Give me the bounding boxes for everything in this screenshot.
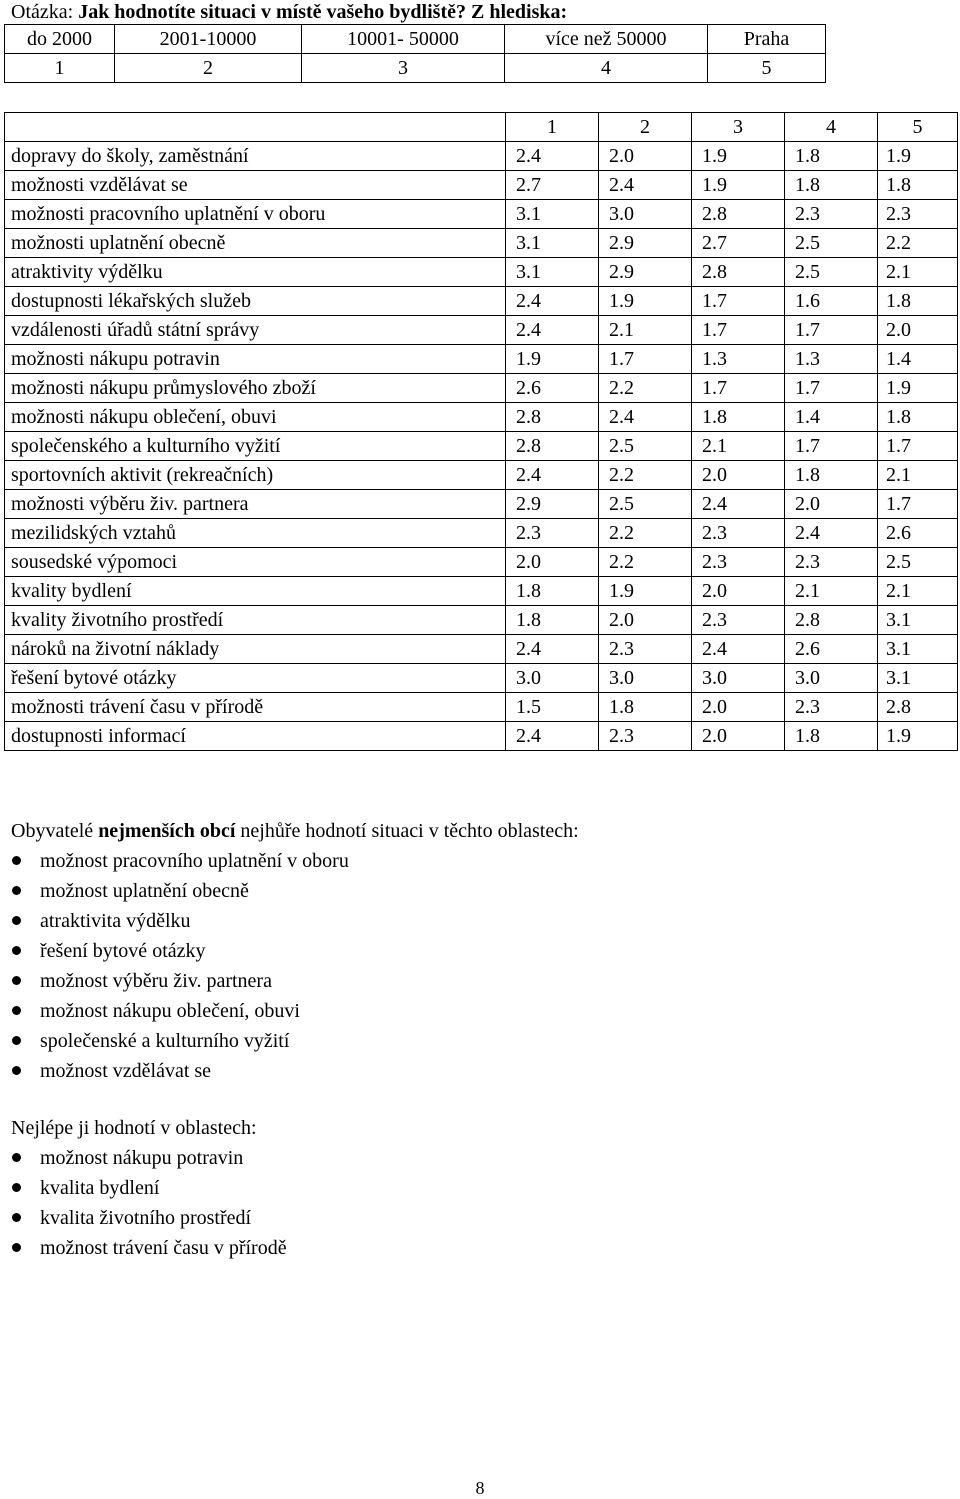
list-item — [0, 1203, 287, 1233]
rating-cell: 1.8 — [506, 577, 599, 606]
rating-cell: 2.9 — [506, 490, 599, 519]
rating-cell: 3.1 — [506, 258, 599, 287]
rating-cell: 1.4 — [785, 403, 878, 432]
list-item-text: možnost nákupu oblečení, obuvi — [40, 1000, 300, 1022]
row-label: mezilidských vztahů — [5, 519, 506, 548]
rating-cell: 1.8 — [785, 461, 878, 490]
rating-cell: 1.8 — [878, 287, 958, 316]
rating-cell: 2.4 — [506, 316, 599, 345]
legend-code: 1 — [5, 54, 115, 83]
row-label: možnosti nákupu průmyslového zboží — [5, 374, 506, 403]
row-label: kvality životního prostředí — [5, 606, 506, 635]
table-row — [5, 548, 958, 577]
table-row — [5, 171, 958, 200]
rating-cell: 2.1 — [692, 432, 785, 461]
rating-cell: 1.8 — [506, 606, 599, 635]
header-empty-cell — [5, 113, 506, 142]
rating-cell: 1.8 — [785, 722, 878, 751]
rating-cell: 1.4 — [878, 345, 958, 374]
rating-cell: 1.8 — [878, 171, 958, 200]
rating-cell: 1.3 — [785, 345, 878, 374]
table-row — [5, 664, 958, 693]
rating-cell: 2.4 — [506, 287, 599, 316]
rating-cell: 2.0 — [599, 142, 692, 171]
rating-cell: 2.1 — [878, 258, 958, 287]
rating-cell: 2.4 — [785, 519, 878, 548]
rating-cell: 1.9 — [692, 171, 785, 200]
rating-cell: 2.4 — [692, 635, 785, 664]
legend-category: 10001- 50000 — [302, 25, 505, 54]
list-item-text: kvalita bydlení — [40, 1177, 160, 1199]
size-category-legend — [4, 24, 826, 83]
table-row — [5, 432, 958, 461]
rating-cell: 2.1 — [878, 577, 958, 606]
rating-cell: 3.0 — [506, 664, 599, 693]
worst-areas-list — [0, 846, 349, 1086]
rating-cell: 2.8 — [692, 200, 785, 229]
rating-cell: 2.8 — [506, 432, 599, 461]
rating-cell: 2.0 — [878, 316, 958, 345]
legend-code: 2 — [115, 54, 302, 83]
table-row — [5, 316, 958, 345]
rating-cell: 3.0 — [692, 664, 785, 693]
row-label: možnosti výběru živ. partnera — [5, 490, 506, 519]
list-item-text: možnost trávení času v přírodě — [40, 1237, 287, 1259]
table-row — [5, 519, 958, 548]
rating-cell: 2.0 — [692, 693, 785, 722]
best-intro: Nejlépe ji hodnotí v oblastech: — [11, 1117, 257, 1139]
rating-cell: 2.6 — [878, 519, 958, 548]
rating-cell: 2.4 — [506, 142, 599, 171]
rating-cell: 2.5 — [599, 490, 692, 519]
rating-cell: 2.2 — [599, 374, 692, 403]
rating-cell: 1.7 — [785, 432, 878, 461]
question-prefix: Otázka: — [11, 1, 79, 23]
rating-cell: 2.3 — [506, 519, 599, 548]
rating-cell: 1.8 — [785, 142, 878, 171]
list-item-text: atraktivita výdělku — [40, 910, 191, 932]
list-item-text: možnost nákupu potravin — [40, 1147, 244, 1169]
table-row — [5, 345, 958, 374]
list-item — [0, 936, 349, 966]
rating-cell: 2.8 — [506, 403, 599, 432]
rating-cell: 1.7 — [692, 374, 785, 403]
table-row — [5, 577, 958, 606]
rating-cell: 1.6 — [785, 287, 878, 316]
rating-cell: 2.6 — [785, 635, 878, 664]
question-text: Jak hodnotíte situaci v místě vašeho bydliště? Z hlediska: — [78, 1, 568, 23]
legend-category: 2001-10000 — [115, 25, 302, 54]
legend-categories-row — [5, 25, 826, 54]
table-header-row — [5, 113, 958, 142]
rating-cell: 2.4 — [506, 461, 599, 490]
bullet-icon — [12, 1006, 21, 1015]
rating-cell: 2.6 — [506, 374, 599, 403]
rating-cell: 2.3 — [692, 548, 785, 577]
row-label: možnosti vzdělávat se — [5, 171, 506, 200]
list-item-text: možnost pracovního uplatnění v oboru — [40, 850, 349, 872]
row-label: možnosti trávení času v přírodě — [5, 693, 506, 722]
bullet-icon — [12, 1213, 21, 1222]
table-row — [5, 606, 958, 635]
rating-cell: 2.9 — [599, 229, 692, 258]
rating-cell: 3.0 — [785, 664, 878, 693]
rating-cell: 2.9 — [599, 258, 692, 287]
list-item-text: možnost uplatnění obecně — [40, 880, 249, 902]
rating-cell: 1.7 — [878, 490, 958, 519]
rating-cell: 2.3 — [692, 606, 785, 635]
rating-cell: 2.2 — [599, 519, 692, 548]
rating-cell: 2.4 — [599, 403, 692, 432]
legend-category: do 2000 — [5, 25, 115, 54]
list-item-text: kvalita životního prostředí — [40, 1207, 252, 1229]
rating-cell: 3.1 — [878, 664, 958, 693]
rating-cell: 2.3 — [599, 722, 692, 751]
row-label: sousedské výpomoci — [5, 548, 506, 577]
rating-cell: 2.7 — [506, 171, 599, 200]
worst-intro-before: Obyvatelé — [11, 820, 99, 842]
table-row — [5, 722, 958, 751]
rating-cell: 2.5 — [599, 432, 692, 461]
rating-cell: 2.0 — [692, 722, 785, 751]
row-label: společenského a kulturního vyžití — [5, 432, 506, 461]
bullet-icon — [12, 976, 21, 985]
rating-cell: 1.9 — [506, 345, 599, 374]
page-number: 8 — [475, 1478, 485, 1498]
rating-cell: 2.4 — [692, 490, 785, 519]
bullet-icon — [12, 856, 21, 865]
bullet-icon — [12, 946, 21, 955]
ratings-table — [4, 112, 958, 751]
rating-cell: 2.5 — [878, 548, 958, 577]
row-label: vzdálenosti úřadů státní správy — [5, 316, 506, 345]
rating-cell: 1.8 — [692, 403, 785, 432]
rating-cell: 1.7 — [692, 316, 785, 345]
rating-cell: 1.5 — [506, 693, 599, 722]
bullet-icon — [12, 1243, 21, 1252]
list-item — [0, 1173, 287, 1203]
rating-cell: 3.1 — [506, 229, 599, 258]
table-row — [5, 287, 958, 316]
bullet-icon — [12, 916, 21, 925]
table-row — [5, 229, 958, 258]
row-label: nároků na životní náklady — [5, 635, 506, 664]
list-item-text: možnost vzdělávat se — [40, 1060, 212, 1082]
rating-cell: 3.1 — [506, 200, 599, 229]
column-header: 3 — [692, 113, 785, 142]
rating-cell: 1.8 — [599, 693, 692, 722]
row-label: dopravy do školy, zaměstnání — [5, 142, 506, 171]
list-item-text: řešení bytové otázky — [40, 940, 206, 962]
list-item — [0, 996, 349, 1026]
row-label: kvality bydlení — [5, 577, 506, 606]
rating-cell: 2.0 — [785, 490, 878, 519]
rating-cell: 2.3 — [785, 693, 878, 722]
rating-cell: 1.9 — [599, 577, 692, 606]
rating-cell: 1.3 — [692, 345, 785, 374]
rating-cell: 2.4 — [506, 635, 599, 664]
row-label: možnosti nákupu potravin — [5, 345, 506, 374]
table-row — [5, 403, 958, 432]
table-row — [5, 490, 958, 519]
list-item — [0, 906, 349, 936]
table-row — [5, 374, 958, 403]
row-label: řešení bytové otázky — [5, 664, 506, 693]
list-item — [0, 1056, 349, 1086]
column-header: 5 — [878, 113, 958, 142]
rating-cell: 1.9 — [878, 722, 958, 751]
row-label: atraktivity výdělku — [5, 258, 506, 287]
rating-cell: 1.9 — [692, 142, 785, 171]
column-header: 4 — [785, 113, 878, 142]
table-row — [5, 142, 958, 171]
rating-cell: 2.8 — [692, 258, 785, 287]
list-item — [0, 876, 349, 906]
list-item-text: společenské a kulturního vyžití — [40, 1030, 290, 1052]
rating-cell: 2.5 — [785, 258, 878, 287]
column-header: 2 — [599, 113, 692, 142]
rating-cell: 2.8 — [878, 693, 958, 722]
rating-cell: 2.2 — [599, 461, 692, 490]
worst-intro-bold: nejmenších obcí — [98, 820, 236, 842]
rating-cell: 2.3 — [785, 200, 878, 229]
rating-cell: 1.8 — [785, 171, 878, 200]
rating-cell: 2.4 — [506, 722, 599, 751]
list-item — [0, 966, 349, 996]
table-row — [5, 200, 958, 229]
legend-code: 4 — [505, 54, 708, 83]
bullet-icon — [12, 1066, 21, 1075]
rating-cell: 3.0 — [599, 200, 692, 229]
table-row — [5, 693, 958, 722]
rating-cell: 2.1 — [599, 316, 692, 345]
rating-cell: 2.0 — [599, 606, 692, 635]
worst-intro-after: nejhůře hodnotí situaci v těchto oblastech: — [235, 820, 579, 842]
rating-cell: 2.3 — [785, 548, 878, 577]
list-item — [0, 1233, 287, 1263]
rating-cell: 2.0 — [692, 461, 785, 490]
list-item — [0, 846, 349, 876]
rating-cell: 1.9 — [599, 287, 692, 316]
row-label: možnosti pracovního uplatnění v oboru — [5, 200, 506, 229]
bullet-icon — [12, 1036, 21, 1045]
list-item-text: možnost výběru živ. partnera — [40, 970, 272, 992]
rating-cell: 2.7 — [692, 229, 785, 258]
column-header: 1 — [506, 113, 599, 142]
legend-code: 3 — [302, 54, 505, 83]
row-label: dostupnosti lékařských služeb — [5, 287, 506, 316]
rating-cell: 1.9 — [878, 142, 958, 171]
rating-cell: 3.1 — [878, 606, 958, 635]
rating-cell: 2.5 — [785, 229, 878, 258]
rating-cell: 1.9 — [878, 374, 958, 403]
legend-code: 5 — [708, 54, 826, 83]
rating-cell: 2.4 — [599, 171, 692, 200]
table-row — [5, 258, 958, 287]
table-row — [5, 461, 958, 490]
rating-cell: 2.2 — [878, 229, 958, 258]
rating-cell: 1.7 — [785, 374, 878, 403]
rating-cell: 1.7 — [878, 432, 958, 461]
row-label: možnosti nákupu oblečení, obuvi — [5, 403, 506, 432]
row-label: dostupnosti informací — [5, 722, 506, 751]
row-label: sportovních aktivit (rekreačních) — [5, 461, 506, 490]
legend-category: více než 50000 — [505, 25, 708, 54]
table-row — [5, 635, 958, 664]
question-heading — [11, 0, 567, 24]
rating-cell: 1.7 — [692, 287, 785, 316]
list-item — [0, 1143, 287, 1173]
rating-cell: 2.1 — [878, 461, 958, 490]
rating-cell: 2.1 — [785, 577, 878, 606]
legend-category: Praha — [708, 25, 826, 54]
list-item — [0, 1026, 349, 1056]
best-areas-list — [0, 1143, 287, 1263]
rating-cell: 3.1 — [878, 635, 958, 664]
bullet-icon — [12, 1153, 21, 1162]
bullet-icon — [12, 886, 21, 895]
rating-cell: 2.2 — [599, 548, 692, 577]
rating-cell: 1.7 — [785, 316, 878, 345]
legend-codes-row — [5, 54, 826, 83]
rating-cell: 3.0 — [599, 664, 692, 693]
rating-cell: 2.3 — [692, 519, 785, 548]
worst-intro — [11, 816, 579, 846]
bullet-icon — [12, 1183, 21, 1192]
rating-cell: 2.0 — [506, 548, 599, 577]
rating-cell: 1.8 — [878, 403, 958, 432]
rating-cell: 2.0 — [692, 577, 785, 606]
row-label: možnosti uplatnění obecně — [5, 229, 506, 258]
rating-cell: 2.8 — [785, 606, 878, 635]
rating-cell: 1.7 — [599, 345, 692, 374]
rating-cell: 2.3 — [599, 635, 692, 664]
rating-cell: 2.3 — [878, 200, 958, 229]
